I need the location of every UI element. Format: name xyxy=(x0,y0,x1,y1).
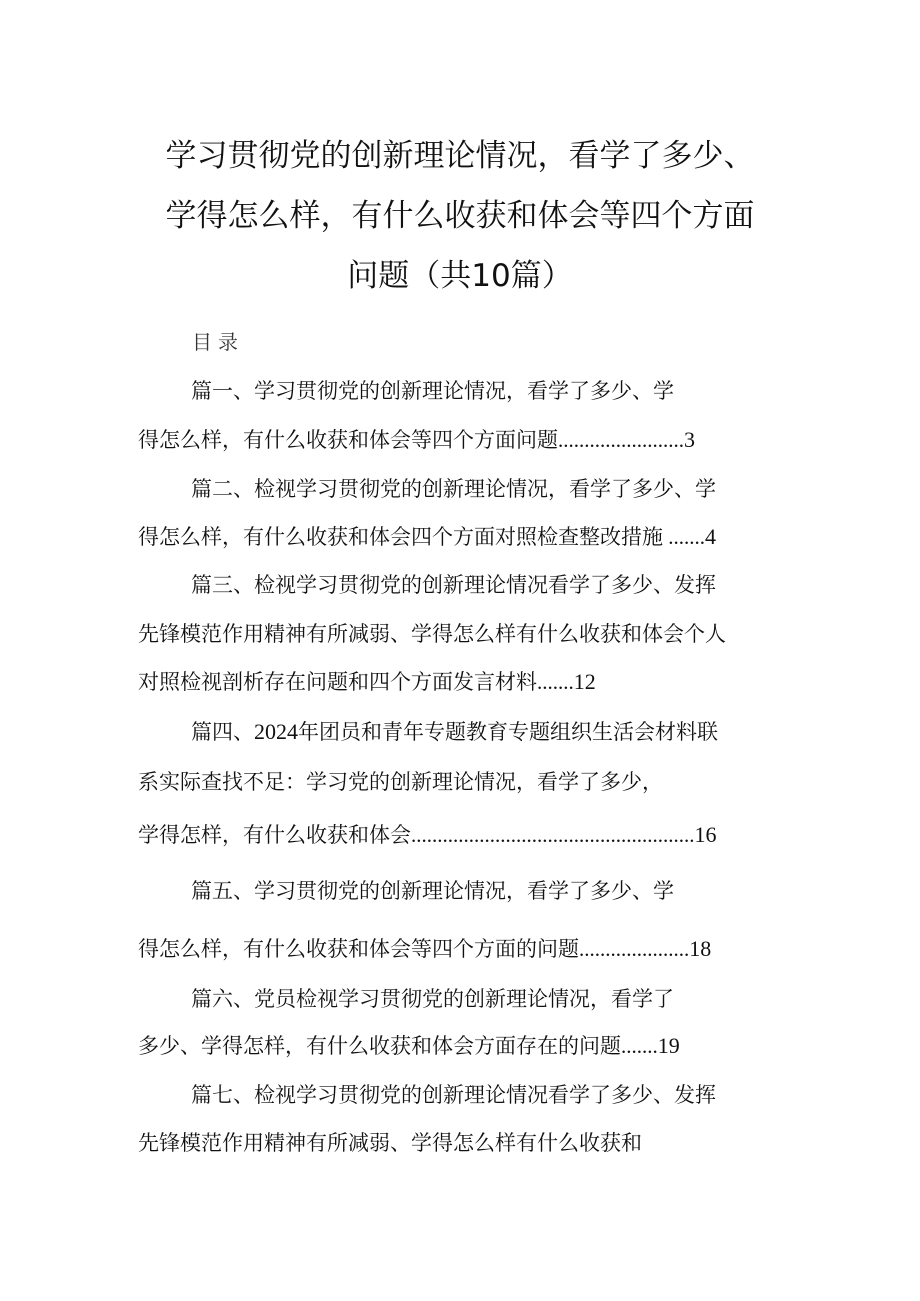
toc-entry-4-line-3[interactable] xyxy=(138,820,717,850)
toc-entry-1-text: 得怎么样，有什么收获和体会等四个方面问题 xyxy=(138,428,558,452)
toc-leader-dots: ...................................................... xyxy=(411,823,695,847)
toc-entry-2-line-1[interactable]: 篇二、检视学习贯彻党的创新理论情况，看学了多少、学 xyxy=(191,477,716,501)
toc-page-number: 16 xyxy=(694,822,717,847)
toc-entry-6-line-2[interactable] xyxy=(138,1031,680,1061)
toc-entry-1-line-1[interactable]: 篇一、学习贯彻党的创新理论情况，看学了多少、学 xyxy=(191,379,674,403)
toc-entry-5-line-1[interactable]: 篇五、学习贯彻党的创新理论情况，看学了多少、学 xyxy=(191,879,674,903)
toc-leader-dots: ..................... xyxy=(579,937,690,961)
document-title-line-3: 问题（共10篇） xyxy=(347,258,573,294)
toc-leader-dots: ....... xyxy=(537,670,574,694)
toc-entry-6-line-1[interactable]: 篇六、党员检视学习贯彻党的创新理论情况，看学了 xyxy=(191,987,674,1011)
toc-entry-4-line-2[interactable]: 系实际查找不足：学习党的创新理论情况，看学了多少， xyxy=(138,770,663,794)
document-title-line-2: 学得怎么样，有什么收获和体会等四个方面 xyxy=(165,198,755,234)
toc-leader-dots: ....... xyxy=(663,525,705,549)
toc-heading: 目录 xyxy=(192,330,244,354)
toc-page-number: 4 xyxy=(705,524,716,549)
toc-entry-2-text: 得怎么样，有什么收获和体会四个方面对照检查整改措施 xyxy=(138,525,663,549)
toc-entry-3-text: 对照检视剖析存在问题和四个方面发言材料 xyxy=(138,670,537,694)
toc-page-number: 3 xyxy=(684,427,695,452)
toc-entry-5-line-2[interactable] xyxy=(138,934,711,964)
toc-leader-dots: ....... xyxy=(621,1034,658,1058)
toc-leader-dots: ........................ xyxy=(558,428,684,452)
toc-entry-7-line-2[interactable]: 先锋模范作用精神有所减弱、学得怎么样有什么收获和 xyxy=(138,1131,642,1155)
toc-entry-2-line-2[interactable] xyxy=(138,522,716,552)
toc-page-number: 12 xyxy=(573,669,596,694)
toc-entry-3-line-1[interactable]: 篇三、检视学习贯彻党的创新理论情况看学了多少、发挥 xyxy=(191,573,716,597)
toc-entry-4-text: 年团员和青年专题教育专题组织生活会材料联 xyxy=(298,720,718,744)
toc-page-number: 18 xyxy=(689,936,712,961)
toc-entry-1-line-2[interactable] xyxy=(138,425,695,455)
toc-page-number: 19 xyxy=(657,1033,680,1058)
toc-entry-4-year: 2024 xyxy=(254,719,298,744)
document-title-line-1: 学习贯彻党的创新理论情况，看学了多少、 xyxy=(165,138,755,174)
toc-entry-7-line-1[interactable]: 篇七、检视学习贯彻党的创新理论情况看学了多少、发挥 xyxy=(191,1083,716,1107)
toc-entry-4-text: 学得怎样，有什么收获和体会 xyxy=(138,823,411,847)
toc-entry-6-text: 多少、学得怎样，有什么收获和体会方面存在的问题 xyxy=(138,1034,621,1058)
toc-entry-4-prefix: 篇四、 xyxy=(191,720,254,744)
toc-entry-4-line-1[interactable] xyxy=(191,717,718,747)
toc-entry-3-line-2[interactable]: 先锋模范作用精神有所减弱、学得怎么样有什么收获和体会个人 xyxy=(138,622,726,646)
toc-entry-3-line-3[interactable] xyxy=(138,667,596,697)
toc-entry-5-text: 得怎么样，有什么收获和体会等四个方面的问题 xyxy=(138,937,579,961)
